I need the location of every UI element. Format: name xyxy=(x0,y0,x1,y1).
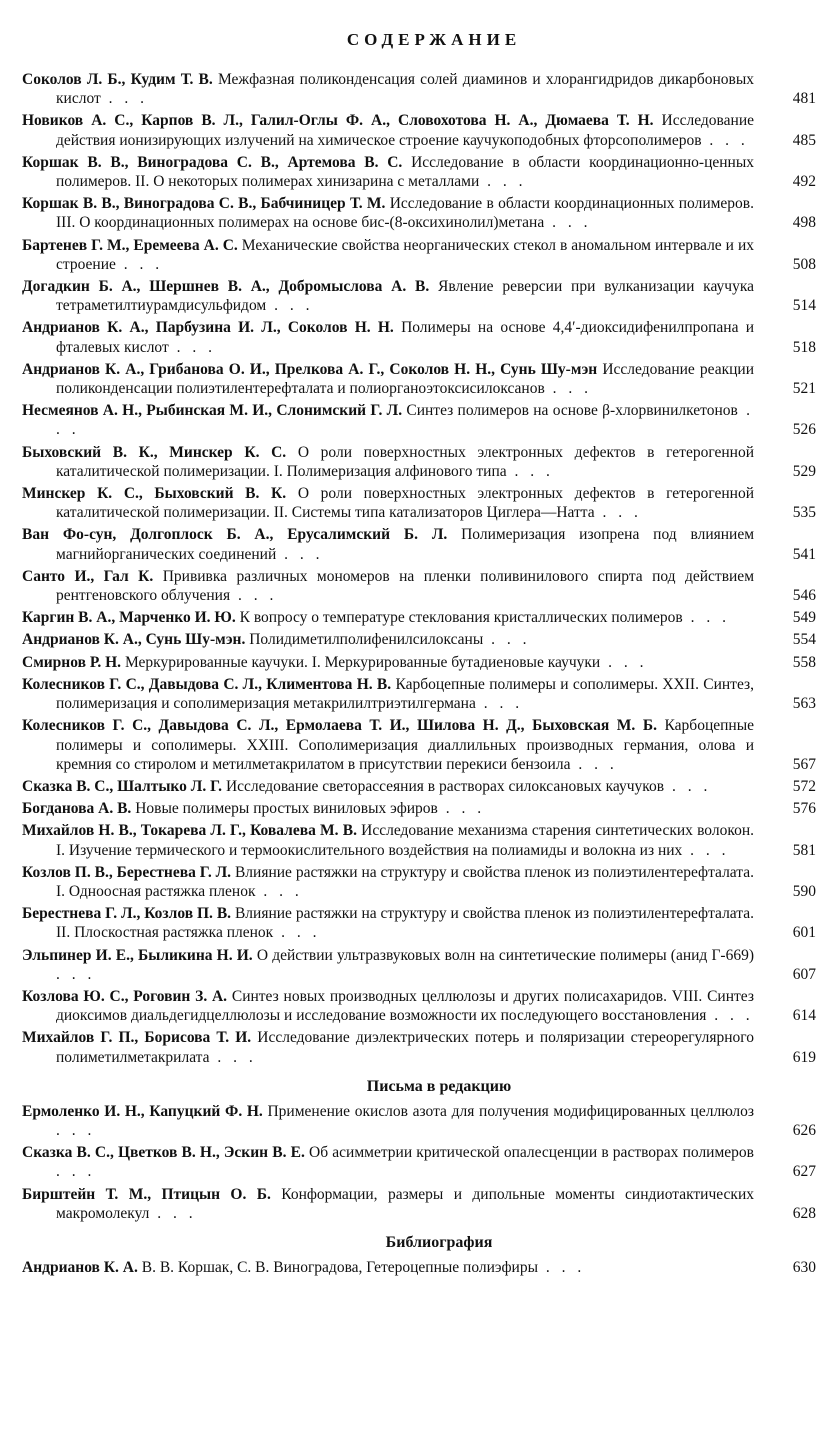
bibliography-section-title: Библиография xyxy=(385,1233,493,1251)
entry-text xyxy=(22,318,768,356)
entry-authors: Несмеянов А. Н., Рыбинская М. И., Слонимский Г. Л. xyxy=(22,402,403,420)
entry-page-number: 601 xyxy=(792,924,816,942)
dot-leaders: . . . xyxy=(276,545,324,563)
dot-leaders: . . . xyxy=(56,1121,96,1139)
entry-authors: Козлов П. В., Берестнева Г. Л. xyxy=(22,863,232,881)
entry-page-number: 567 xyxy=(792,755,816,773)
entry-text xyxy=(22,799,768,818)
toc-entry xyxy=(22,821,816,859)
dot-leaders: . . . xyxy=(506,462,554,480)
dot-leaders: . . . xyxy=(544,380,593,398)
entry-text xyxy=(22,1028,768,1066)
dot-leaders: . . . xyxy=(594,504,642,522)
toc-entry xyxy=(22,630,816,649)
bibliography-entries xyxy=(22,1258,816,1277)
entry-page-number: 518 xyxy=(792,338,816,356)
entry-page-number: 481 xyxy=(792,90,816,108)
entry-text xyxy=(22,653,768,672)
entry-authors: Колесников Г. С., Давыдова С. Л., Климентова Н. В. xyxy=(22,675,392,693)
entry-title: Полимеры на основе 4,4′-диоксидифенилпропана и фталевых кислот xyxy=(56,319,755,356)
entry-page-number: 607 xyxy=(792,965,816,983)
toc-entries xyxy=(22,70,816,1067)
entry-text xyxy=(22,821,768,859)
entry-authors: Бирштейн Т. М., Птицын О. Б. xyxy=(22,1185,271,1203)
dot-leaders: . . . xyxy=(701,131,749,149)
toc-entry xyxy=(22,525,816,563)
dot-leaders: . . . xyxy=(538,1258,586,1276)
entry-text xyxy=(22,70,768,108)
entry-text xyxy=(22,777,768,796)
dot-leaders: . . . xyxy=(437,800,486,818)
entry-text xyxy=(22,1102,768,1140)
toc-entry xyxy=(22,987,816,1025)
dot-leaders: . . . xyxy=(479,173,527,191)
entry-authors: Андрианов К. А. xyxy=(22,1258,138,1276)
entry-title: Об асимметрии критической опалесценции в растворах полимеров xyxy=(309,1144,754,1162)
entry-text xyxy=(22,484,768,522)
toc-entry xyxy=(22,194,816,232)
entry-authors: Смирнов Р. Н. xyxy=(22,653,122,671)
dot-leaders: . . . xyxy=(682,609,730,627)
entry-title: Влияние растяжки на структуру и свойства пленок из полиэтилентерефталата. II. Плоскостная растяжка пленок xyxy=(56,905,755,942)
toc-entry xyxy=(22,567,816,605)
entry-title: Механические свойства неорганических стекол в аномальном интервале и их строение xyxy=(56,236,754,273)
entry-page-number: 508 xyxy=(792,255,816,273)
toc-entry xyxy=(22,1185,816,1223)
toc-entry xyxy=(22,653,816,672)
entry-title: О роли поверхностных электронных дефектов в гетерогенной каталитической полимеризации. I. Полимеризация алфинового типа xyxy=(56,443,755,480)
toc-entry xyxy=(22,443,816,481)
entry-authors: Ермоленко И. Н., Капуцкий Ф. Н. xyxy=(22,1102,263,1120)
entry-text xyxy=(22,630,768,649)
entry-authors: Михайлов Н. В., Токарева Л. Г., Ковалева М. В. xyxy=(22,822,357,840)
entry-page-number: 514 xyxy=(792,297,816,315)
toc-entry xyxy=(22,318,816,356)
entry-title: Исследование реакции поликонденсации полиэтилентерефталата и полиорганоэтоксисилоксанов xyxy=(56,360,755,398)
letters-entries xyxy=(22,1102,816,1223)
entry-title: Исследование действия ионизирующих излучений на химическое строение каучукоподобных фторсополимеров xyxy=(56,112,755,149)
entry-title: Синтез полимеров на основе β-хлорвинилкетонов xyxy=(406,402,738,420)
toc-entry xyxy=(22,277,816,315)
entry-authors: Сказка В. С., Цветков В. Н., Эскин В. Е. xyxy=(22,1144,305,1162)
toc-entry xyxy=(22,236,816,274)
dot-leaders: . . . xyxy=(682,841,730,859)
dot-leaders: . . . xyxy=(56,402,755,439)
entry-text xyxy=(22,194,768,232)
entry-title: Исследование в области координационных полимеров. III. О координационных полимерах на основе бис-(8-оксихинолил)метана xyxy=(56,195,754,232)
entry-page-number: 614 xyxy=(792,1007,816,1025)
entry-text xyxy=(22,608,768,627)
dot-leaders: . . . xyxy=(230,587,278,605)
toc-entry xyxy=(22,484,816,522)
entry-page-number: 541 xyxy=(792,545,816,563)
toc-entry xyxy=(22,1102,816,1140)
entry-authors: Сказка В. С., Шалтыко Л. Г. xyxy=(22,777,223,795)
entry-text xyxy=(22,153,768,191)
entry-title: Карбоцепные полимеры и сополимеры. XXII. Синтез, полимеризация и сополимеризация метакрилилтриэтилгермана xyxy=(56,675,755,713)
toc-entry xyxy=(22,799,816,818)
entry-title: Исследование диэлектрических потерь и поляризации стереорегулярного полиметилметакрилата xyxy=(56,1029,755,1066)
entry-page-number: 572 xyxy=(792,777,816,795)
entry-authors: Санто И., Гал К. xyxy=(22,567,154,585)
entry-text xyxy=(22,716,768,774)
entry-title: Новые полимеры простых виниловых эфиров xyxy=(135,800,438,818)
entry-authors: Каргин В. А., Марченко И. Ю. xyxy=(22,609,236,627)
entry-authors: Догадкин Б. А., Шершнев В. А., Добромыслова А. В. xyxy=(22,278,430,296)
entry-text xyxy=(22,567,768,605)
dot-leaders: . . . xyxy=(706,1007,754,1025)
entry-page-number: 526 xyxy=(792,421,816,439)
toc-entry xyxy=(22,1258,816,1277)
toc-entry xyxy=(22,716,816,774)
dot-leaders: . . . xyxy=(266,297,314,315)
dot-leaders: . . . xyxy=(149,1204,197,1222)
entry-title: Конформации, размеры и дипольные моменты синдиотактических макромолекул xyxy=(56,1185,754,1222)
entry-authors: Быховский В. К., Минскер К. С. xyxy=(22,443,287,461)
entry-page-number: 498 xyxy=(792,214,816,232)
entry-page-number: 535 xyxy=(792,504,816,522)
dot-leaders: . . . xyxy=(56,1163,96,1181)
toc-entry xyxy=(22,1143,816,1181)
entry-title: Применение окислов азота для получения модифицированных целлюлоз xyxy=(267,1102,754,1120)
entry-text xyxy=(22,1258,768,1277)
toc-entry xyxy=(22,608,816,627)
entry-title: В. В. Коршак, С. В. Виноградова, Гетероцепные полиэфиры xyxy=(141,1258,538,1276)
entry-title: К вопросу о температуре стеклования кристаллических полимеров xyxy=(239,609,683,627)
entry-text xyxy=(22,236,768,274)
entry-title: Полимеризация изопрена под влиянием магнийорганических соединений xyxy=(56,526,755,563)
entry-page-number: 576 xyxy=(792,800,816,818)
entry-authors: Колесников Г. С., Давыдова С. Л., Ермолаева Т. И., Шилова Н. Д., Быховская М. Б. xyxy=(22,717,657,735)
entry-page-number: 626 xyxy=(792,1121,816,1139)
entry-title: Межфазная поликонденсация солей диаминов и хлорангидридов дикарбоновых кислот xyxy=(56,71,754,108)
toc-entry xyxy=(22,70,816,108)
entry-authors: Андрианов К. А., Сунь Шу-мэн. xyxy=(22,631,246,649)
entry-page-number: 549 xyxy=(792,609,816,627)
dot-leaders: . . . xyxy=(255,882,303,900)
toc-entry xyxy=(22,777,816,796)
entry-text xyxy=(22,904,768,942)
entry-authors: Берестнева Г. Л., Козлов П. В. xyxy=(22,905,232,923)
entry-authors: Новиков А. С., Карпов В. Л., Галил-Оглы Ф. А., Словохотова Н. А., Дюмаева Т. Н. xyxy=(22,112,654,130)
entry-text xyxy=(22,360,768,398)
entry-title: Прививка различных мономеров на пленки поливинилового спирта под действием рентгеновского облучения xyxy=(56,567,754,605)
toc-entry xyxy=(22,675,816,713)
dot-leaders: . . . xyxy=(56,965,96,983)
toc-entry xyxy=(22,401,816,439)
toc-entry xyxy=(22,1028,816,1066)
dot-leaders: . . . xyxy=(483,631,531,649)
toc-entry xyxy=(22,153,816,191)
entry-text xyxy=(22,863,768,901)
entry-page-number: 590 xyxy=(792,882,816,900)
entry-text xyxy=(22,525,768,563)
entry-page-number: 529 xyxy=(792,462,816,480)
entry-page-number: 563 xyxy=(792,695,816,713)
entry-text xyxy=(22,1185,768,1223)
entry-text xyxy=(22,277,768,315)
entry-title: Синтез новых производных целлюлозы и других полисахаридов. VIII. Синтез диоксимов диальдегидцеллюлозы и исследование возможности их последующего восстановления xyxy=(56,987,754,1025)
dot-leaders: . . . xyxy=(664,777,712,795)
entry-title: Полидиметилполифенилсилоксаны xyxy=(249,631,484,649)
toc-entry xyxy=(22,946,816,984)
entry-page-number: 619 xyxy=(792,1048,816,1066)
entry-authors: Коршак В. В., Виноградова С. В., Бабчиницер Т. М. xyxy=(22,195,386,213)
entry-authors: Минскер К. С., Быховский В. К. xyxy=(22,485,287,503)
toc-entry xyxy=(22,111,816,149)
dot-leaders: . . . xyxy=(168,338,217,356)
entry-authors: Соколов Л. Б., Кудим Т. В. xyxy=(22,71,213,88)
toc-entry xyxy=(22,360,816,398)
dot-leaders: . . . xyxy=(544,214,592,232)
dot-leaders: . . . xyxy=(209,1048,257,1066)
entry-title: Влияние растяжки на структуру и свойства пленок из полиэтилентерефталата. I. Одноосная растяжка пленок xyxy=(56,863,755,900)
entry-page-number: 554 xyxy=(792,631,816,649)
entry-text xyxy=(22,401,768,439)
entry-page-number: 485 xyxy=(792,131,816,149)
entry-title: Исследование механизма старения синтетических волокон. I. Изучение термического и термоокислительного воздействия на полиамиды и волокна из них xyxy=(56,822,754,859)
dot-leaders: . . . xyxy=(115,255,164,273)
entry-title: Явление реверсии при вулканизации каучука тетраметилтиурамдисульфидом xyxy=(56,278,755,315)
toc-entry xyxy=(22,863,816,901)
entry-text xyxy=(22,111,768,149)
entry-text xyxy=(22,443,768,481)
entry-authors: Козлова Ю. С., Роговин З. А. xyxy=(22,987,228,1005)
dot-leaders: . . . xyxy=(475,695,524,713)
entry-text xyxy=(22,675,768,713)
dot-leaders: . . . xyxy=(570,755,618,773)
entry-page-number: 558 xyxy=(792,653,816,671)
entry-title: Меркурированные каучуки. I. Меркурированные бутадиеновые каучуки xyxy=(124,653,601,671)
entry-page-number: 492 xyxy=(792,173,816,191)
entry-page-number: 546 xyxy=(792,587,816,605)
dot-leaders: . . . xyxy=(100,90,149,108)
dot-leaders: . . . xyxy=(600,653,648,671)
toc-entry xyxy=(22,904,816,942)
entry-title: Исследование светорассеяния в растворах силоксановых каучуков xyxy=(225,777,665,795)
entry-page-number: 627 xyxy=(792,1163,816,1181)
entry-authors: Михайлов Г. П., Борисова Т. И. xyxy=(22,1029,252,1047)
entry-page-number: 521 xyxy=(792,380,816,398)
entry-page-number: 628 xyxy=(792,1204,816,1222)
entry-authors: Коршак В. В., Виноградова С. В., Артемова В. С. xyxy=(22,153,403,171)
entry-title: О действии ультразвуковых волн на синтетические полимеры (анид Г-669) xyxy=(256,946,754,964)
entry-authors: Андрианов К. А., Грибанова О. И., Прелкова А. Г., Соколов Н. Н., Сунь Шу-мэн xyxy=(22,360,598,378)
entry-title: О роли поверхностных электронных дефектов в гетерогенной каталитической полимеризации. II. Системы типа катализаторов Циглера—Натта xyxy=(56,485,755,522)
dot-leaders: . . . xyxy=(273,924,321,942)
entry-text xyxy=(22,987,768,1025)
entry-authors: Эльпинер И. Е., Быликина Н. И. xyxy=(22,946,253,964)
entry-authors: Андрианов К. А., Парбузина И. Л., Соколов Н. Н. xyxy=(22,319,394,337)
entry-authors: Богданова А. В. xyxy=(22,800,132,818)
entry-authors: Ван Фо-сун, Долгоплоск Б. А., Ерусалимский Б. Л. xyxy=(22,526,448,544)
entry-text xyxy=(22,946,768,984)
letters-section-title: Письма в редакцию xyxy=(366,1077,512,1095)
toc-title: СОДЕРЖАНИЕ xyxy=(346,30,522,49)
entry-page-number: 630 xyxy=(792,1258,816,1276)
entry-title: Карбоцепные полимеры и сополимеры. XXIII. Сополимеризация диаллильных производных германия, олова и кремния со стиролом и метилметакрилатом в присутствии перекиси бензоила xyxy=(56,717,755,773)
entry-page-number: 581 xyxy=(792,841,816,859)
entry-text xyxy=(22,1143,768,1181)
entry-authors: Бартенев Г. М., Еремеева А. С. xyxy=(22,236,238,254)
entry-title: Исследование в области координационно-ценных полимеров. II. О некоторых полимерах хинизарина с металлами xyxy=(56,153,754,191)
